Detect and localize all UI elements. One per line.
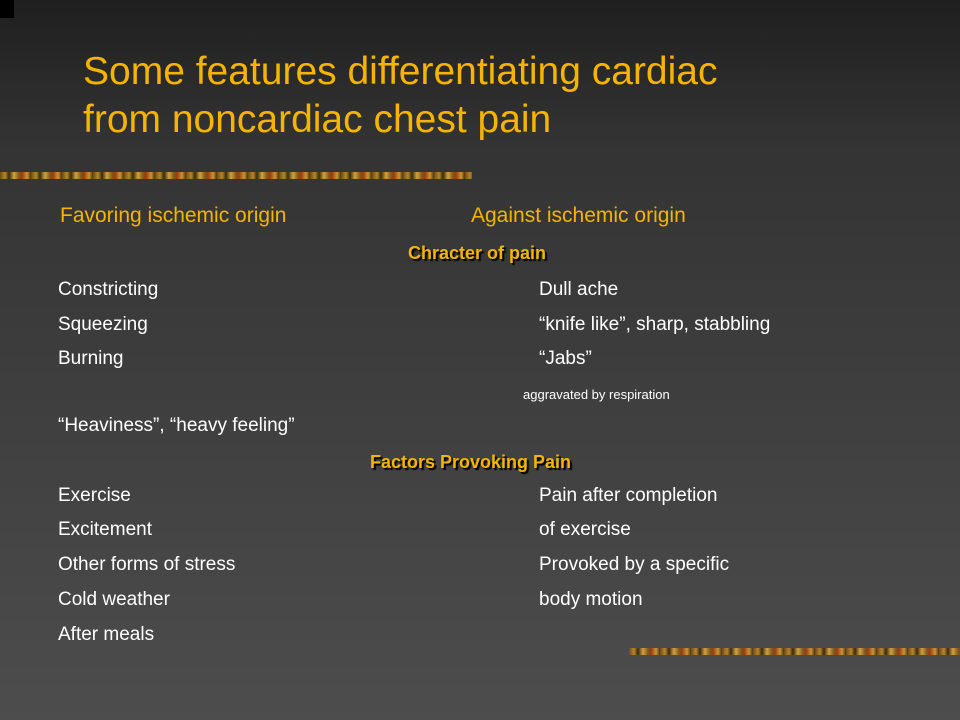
favoring-item: Squeezing [58, 314, 148, 335]
favoring-item: “Heaviness”, “heavy feeling” [58, 415, 295, 436]
corner-decoration [0, 0, 14, 18]
title-line-1: Some features differentiating cardiac [83, 50, 718, 93]
slide-title [83, 48, 923, 144]
against-item: “Jabs” [539, 348, 592, 369]
footer-decoration-bar [629, 648, 960, 655]
against-note: aggravated by respiration [523, 387, 670, 402]
section-heading-character-of-pain: Chracter of pain [408, 243, 547, 263]
title-underline-bar [0, 172, 472, 179]
favoring-item: Cold weather [58, 589, 170, 610]
against-item: body motion [539, 589, 643, 610]
left-column-header: Favoring ischemic origin [60, 204, 287, 227]
favoring-item: Exercise [58, 485, 131, 506]
favoring-item: Burning [58, 348, 124, 369]
section-heading-factors-provoking-pain: Factors Provoking Pain [370, 452, 572, 472]
favoring-item: Constricting [58, 279, 159, 300]
against-item: Provoked by a specific [539, 554, 730, 575]
favoring-item: Other forms of stress [58, 554, 236, 575]
title-line-2: from noncardiac chest pain [83, 98, 552, 141]
against-item: “knife like”, sharp, stabbling [539, 314, 771, 335]
against-item: of exercise [539, 519, 631, 540]
against-item: Pain after completion [539, 485, 718, 506]
against-item: Dull ache [539, 279, 619, 300]
favoring-item: Excitement [58, 519, 152, 540]
favoring-item: After meals [58, 624, 155, 645]
right-column-header: Against ischemic origin [471, 204, 686, 227]
